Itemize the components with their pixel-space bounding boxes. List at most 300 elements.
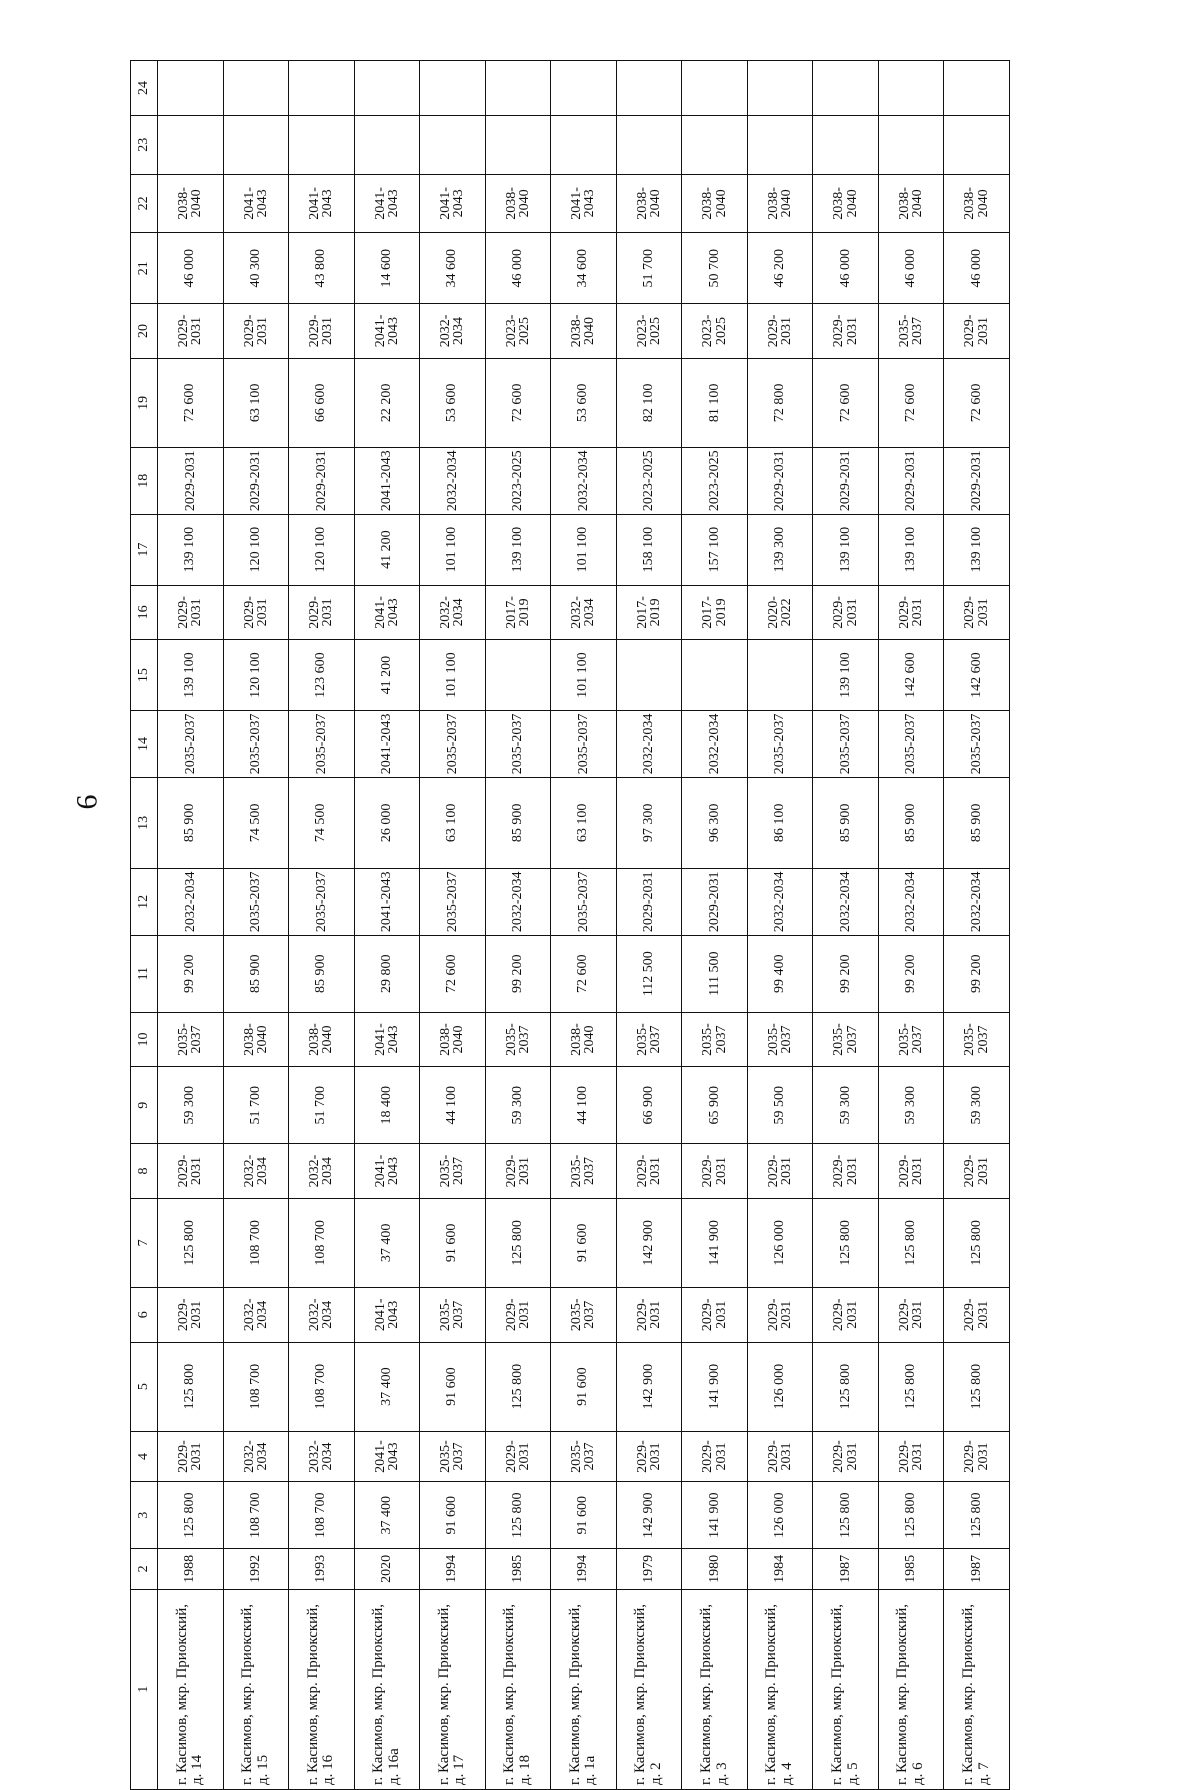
- table-cell: [289, 115, 355, 174]
- table-cell: 125 800: [944, 1198, 1010, 1287]
- table-cell: 139 100: [878, 514, 944, 585]
- column-header: 8: [131, 1144, 158, 1199]
- table-cell: 125 800: [158, 1198, 224, 1287]
- table-cell: 2038-2040: [551, 304, 617, 359]
- table-cell: 2035-2037: [551, 1287, 617, 1342]
- table-cell: 2029-2031: [878, 585, 944, 640]
- table-cell: 37 400: [354, 1198, 420, 1287]
- table-cell: 2038-2040: [747, 174, 813, 233]
- table-row: [158, 61, 224, 1790]
- table-cell: 126 000: [747, 1482, 813, 1549]
- table-cell: 2029-2031: [289, 304, 355, 359]
- table-cell: 72 600: [878, 358, 944, 447]
- table-cell: 51 700: [616, 233, 682, 304]
- table-cell: [813, 61, 879, 116]
- table-cell: 108 700: [223, 1198, 289, 1287]
- table-cell: 2041-2043: [354, 585, 420, 640]
- table-row: [289, 61, 355, 1790]
- header-row: [131, 61, 158, 1790]
- address-cell: г. Касимов, мкр. Приокский, д. 16: [289, 1589, 355, 1789]
- table-cell: 2041-2043: [354, 1012, 420, 1067]
- table-cell: 2038-2040: [289, 1012, 355, 1067]
- column-header: 9: [131, 1067, 158, 1144]
- column-header: 16: [131, 585, 158, 640]
- table-cell: 108 700: [289, 1482, 355, 1549]
- table-cell: 2029-2031: [223, 585, 289, 640]
- table-cell: 142 900: [616, 1342, 682, 1431]
- table-cell: 125 800: [485, 1342, 551, 1431]
- table-cell: [747, 115, 813, 174]
- table-cell: 65 900: [682, 1067, 748, 1144]
- table-cell: 2023-2025: [485, 304, 551, 359]
- table-cell: 2038-2040: [485, 174, 551, 233]
- table-cell: 2038-2040: [813, 174, 879, 233]
- table-cell: 101 100: [420, 640, 486, 711]
- table-cell: 2017-2019: [485, 585, 551, 640]
- table-cell: [682, 115, 748, 174]
- table-cell: 125 800: [944, 1482, 1010, 1549]
- table-cell: 2029-2031: [944, 1144, 1010, 1199]
- table-cell: 46 000: [944, 233, 1010, 304]
- table-cell: 2023-2025: [682, 447, 748, 514]
- table-cell: 139 300: [747, 514, 813, 585]
- table-cell: 142 900: [616, 1198, 682, 1287]
- table-cell: 2032-2034: [420, 585, 486, 640]
- table-cell: 1988: [158, 1549, 224, 1589]
- column-header: 22: [131, 174, 158, 233]
- table-cell: 2029-2031: [878, 1144, 944, 1199]
- table-cell: 2029-2031: [682, 1431, 748, 1482]
- table-cell: 125 800: [878, 1342, 944, 1431]
- table-cell: 2032-2034: [223, 1431, 289, 1482]
- column-header: 19: [131, 358, 158, 447]
- table-cell: 1994: [551, 1549, 617, 1589]
- table-cell: 85 900: [223, 935, 289, 1012]
- table-cell: 2032-2034: [616, 711, 682, 778]
- table-cell: 2041-2043: [354, 174, 420, 233]
- table-cell: [551, 115, 617, 174]
- table-cell: 91 600: [420, 1198, 486, 1287]
- table-cell: [485, 115, 551, 174]
- table-cell: 101 100: [551, 514, 617, 585]
- table-cell: 2038-2040: [682, 174, 748, 233]
- table-cell: 2041-2043: [354, 304, 420, 359]
- table-cell: 2032-2034: [158, 868, 224, 935]
- table-cell: 2023-2025: [682, 304, 748, 359]
- table-cell: 2029-2031: [616, 1431, 682, 1482]
- table-cell: 2029-2031: [682, 1287, 748, 1342]
- table-cell: 2035-2037: [747, 711, 813, 778]
- table-cell: 139 100: [813, 514, 879, 585]
- table-cell: 139 100: [158, 640, 224, 711]
- table-cell: 99 400: [747, 935, 813, 1012]
- table-cell: 2038-2040: [878, 174, 944, 233]
- table-cell: 2038-2040: [944, 174, 1010, 233]
- table-cell: 112 500: [616, 935, 682, 1012]
- table-cell: 46 000: [485, 233, 551, 304]
- table-cell: [223, 61, 289, 116]
- table-cell: 85 900: [878, 777, 944, 868]
- table-cell: 2035-2037: [223, 868, 289, 935]
- table-cell: [485, 61, 551, 116]
- table-cell: 2035-2037: [616, 1012, 682, 1067]
- table-cell: 1985: [878, 1549, 944, 1589]
- address-cell: г. Касимов, мкр. Приокский, д. 5: [813, 1589, 879, 1789]
- table-cell: 126 000: [747, 1342, 813, 1431]
- table-cell: 126 000: [747, 1198, 813, 1287]
- table-cell: 2032-2034: [682, 711, 748, 778]
- table-cell: 2035-2037: [944, 1012, 1010, 1067]
- table-cell: 2035-2037: [551, 711, 617, 778]
- table-cell: 1993: [289, 1549, 355, 1589]
- table-cell: 34 600: [551, 233, 617, 304]
- table-cell: 2032-2034: [223, 1287, 289, 1342]
- column-header: 1: [131, 1589, 158, 1789]
- address-cell: г. Касимов, мкр. Приокский, д. 16а: [354, 1589, 420, 1789]
- table-row: [420, 61, 486, 1790]
- table-cell: 2041-2043: [420, 174, 486, 233]
- column-header: 13: [131, 777, 158, 868]
- table-cell: 2035-2037: [420, 711, 486, 778]
- table-cell: 2029-2031: [944, 1431, 1010, 1482]
- table-cell: [682, 640, 748, 711]
- column-header: 14: [131, 711, 158, 778]
- table-cell: 72 600: [158, 358, 224, 447]
- table-cell: 37 400: [354, 1482, 420, 1549]
- table-cell: 158 100: [616, 514, 682, 585]
- table-cell: [551, 61, 617, 116]
- table-cell: 91 600: [551, 1198, 617, 1287]
- table-cell: 125 800: [944, 1342, 1010, 1431]
- table-cell: 85 900: [813, 777, 879, 868]
- table-cell: 2029-2031: [747, 1431, 813, 1482]
- table-cell: 59 300: [944, 1067, 1010, 1144]
- table-cell: 1987: [944, 1549, 1010, 1589]
- table-cell: 91 600: [420, 1482, 486, 1549]
- table-cell: 2032-2034: [420, 447, 486, 514]
- table-cell: 96 300: [682, 777, 748, 868]
- table-cell: 2029-2031: [944, 1287, 1010, 1342]
- table-cell: 2032-2034: [289, 1144, 355, 1199]
- table-cell: 2032-2034: [747, 868, 813, 935]
- table-cell: 2017-2019: [616, 585, 682, 640]
- table-cell: 111 500: [682, 935, 748, 1012]
- table-row: [747, 61, 813, 1790]
- table-cell: 51 700: [223, 1067, 289, 1144]
- address-cell: г. Касимов, мкр. Приокский, д. 3: [682, 1589, 748, 1789]
- table-cell: 2029-2031: [485, 1287, 551, 1342]
- table-cell: 40 300: [223, 233, 289, 304]
- table-cell: 2041-2043: [354, 868, 420, 935]
- column-header: 17: [131, 514, 158, 585]
- table-cell: 72 600: [813, 358, 879, 447]
- table-cell: 2029-2031: [682, 1144, 748, 1199]
- table-cell: 125 800: [485, 1482, 551, 1549]
- table-cell: 72 800: [747, 358, 813, 447]
- table-cell: 2029-2031: [158, 1431, 224, 1482]
- table-cell: 85 900: [944, 777, 1010, 868]
- table-cell: 120 100: [223, 514, 289, 585]
- table-cell: 66 900: [616, 1067, 682, 1144]
- table-row: [813, 61, 879, 1790]
- table-cell: 2029-2031: [223, 447, 289, 514]
- table-row: [223, 61, 289, 1790]
- table-cell: [878, 115, 944, 174]
- table-cell: 2029-2031: [485, 1144, 551, 1199]
- table-cell: 2029-2031: [158, 585, 224, 640]
- table-cell: 2029-2031: [878, 1287, 944, 1342]
- table-cell: 157 100: [682, 514, 748, 585]
- table-cell: 59 300: [485, 1067, 551, 1144]
- table-cell: 125 800: [813, 1342, 879, 1431]
- table-cell: 99 200: [158, 935, 224, 1012]
- table-cell: 141 900: [682, 1482, 748, 1549]
- address-cell: г. Касимов, мкр. Приокский, д. 15: [223, 1589, 289, 1789]
- table-cell: 2038-2040: [616, 174, 682, 233]
- column-header: 23: [131, 115, 158, 174]
- table-cell: 1980: [682, 1549, 748, 1589]
- table-cell: 2041-2043: [223, 174, 289, 233]
- table-cell: 22 200: [354, 358, 420, 447]
- address-cell: г. Касимов, мкр. Приокский, д. 14: [158, 1589, 224, 1789]
- table-cell: 120 100: [223, 640, 289, 711]
- table-cell: 125 800: [878, 1482, 944, 1549]
- table-cell: 51 700: [289, 1067, 355, 1144]
- table-cell: 63 100: [551, 777, 617, 868]
- table-cell: 85 900: [485, 777, 551, 868]
- table-cell: 123 600: [289, 640, 355, 711]
- table-row: [551, 61, 617, 1790]
- table-cell: 46 000: [813, 233, 879, 304]
- table-cell: [420, 61, 486, 116]
- table-cell: 2035-2037: [551, 1431, 617, 1482]
- table-row: [354, 61, 420, 1790]
- table-cell: 2035-2037: [747, 1012, 813, 1067]
- column-header: 24: [131, 61, 158, 116]
- table-cell: 26 000: [354, 777, 420, 868]
- table-cell: 2035-2037: [420, 868, 486, 935]
- table-cell: 101 100: [420, 514, 486, 585]
- data-table: [130, 60, 1010, 1790]
- table-cell: 2041-2043: [354, 711, 420, 778]
- table-cell: 41 200: [354, 640, 420, 711]
- column-header: 20: [131, 304, 158, 359]
- table-cell: 2035-2037: [878, 711, 944, 778]
- table-cell: 139 100: [944, 514, 1010, 585]
- table-cell: 2029-2031: [158, 304, 224, 359]
- table-cell: [354, 61, 420, 116]
- table-cell: 2029-2031: [747, 447, 813, 514]
- table-cell: 2029-2031: [944, 304, 1010, 359]
- table-cell: 125 800: [813, 1482, 879, 1549]
- table-cell: 99 200: [813, 935, 879, 1012]
- table-cell: 2029-2031: [158, 1287, 224, 1342]
- table-row: [616, 61, 682, 1790]
- table-row: [878, 61, 944, 1790]
- table-cell: [289, 61, 355, 116]
- table-cell: [813, 115, 879, 174]
- column-header: 21: [131, 233, 158, 304]
- table-cell: 139 100: [158, 514, 224, 585]
- table-cell: 2038-2040: [420, 1012, 486, 1067]
- table-cell: 2035-2037: [878, 304, 944, 359]
- table-cell: 99 200: [485, 935, 551, 1012]
- table-cell: 91 600: [551, 1482, 617, 1549]
- table-cell: 2035-2037: [289, 711, 355, 778]
- table-cell: 2035-2037: [813, 1012, 879, 1067]
- table-cell: 91 600: [420, 1342, 486, 1431]
- table-cell: 2029-2031: [813, 1431, 879, 1482]
- table-cell: 2032-2034: [551, 585, 617, 640]
- address-cell: г. Касимов, мкр. Приокский, д. 7: [944, 1589, 1010, 1789]
- table-cell: [747, 61, 813, 116]
- table-cell: 1979: [616, 1549, 682, 1589]
- table-cell: 2035-2037: [682, 1012, 748, 1067]
- table-cell: 2041-2043: [289, 174, 355, 233]
- column-header: 10: [131, 1012, 158, 1067]
- table-cell: 2017-2019: [682, 585, 748, 640]
- column-header: 5: [131, 1342, 158, 1431]
- table-cell: 139 100: [485, 514, 551, 585]
- table-cell: 97 300: [616, 777, 682, 868]
- column-header: 7: [131, 1198, 158, 1287]
- table-cell: [944, 115, 1010, 174]
- table-cell: 59 300: [813, 1067, 879, 1144]
- table-cell: 72 600: [485, 358, 551, 447]
- table-cell: 1984: [747, 1549, 813, 1589]
- table-cell: 99 200: [944, 935, 1010, 1012]
- table-cell: [616, 640, 682, 711]
- address-cell: г. Касимов, мкр. Приокский, д. 1а: [551, 1589, 617, 1789]
- table-cell: 34 600: [420, 233, 486, 304]
- table-cell: 85 900: [158, 777, 224, 868]
- table-cell: [420, 115, 486, 174]
- table-cell: 63 100: [420, 777, 486, 868]
- table-cell: 74 500: [289, 777, 355, 868]
- table-cell: 46 200: [747, 233, 813, 304]
- address-cell: г. Касимов, мкр. Приокский, д. 2: [616, 1589, 682, 1789]
- table-cell: 37 400: [354, 1342, 420, 1431]
- table-cell: 2023-2025: [616, 447, 682, 514]
- table-cell: 2029-2031: [813, 447, 879, 514]
- table-cell: 139 100: [813, 640, 879, 711]
- table-cell: 2029-2031: [813, 1287, 879, 1342]
- table-cell: 2035-2037: [420, 1431, 486, 1482]
- table-cell: 2035-2037: [485, 1012, 551, 1067]
- table-row: [485, 61, 551, 1790]
- table-cell: 125 800: [878, 1198, 944, 1287]
- column-header: 18: [131, 447, 158, 514]
- table-cell: 2041-2043: [354, 1144, 420, 1199]
- table-cell: 1992: [223, 1549, 289, 1589]
- table-cell: 44 100: [551, 1067, 617, 1144]
- table-cell: 2020: [354, 1549, 420, 1589]
- table-cell: 2035-2037: [289, 868, 355, 935]
- table-cell: 2035-2037: [813, 711, 879, 778]
- table-cell: 2020-2022: [747, 585, 813, 640]
- column-header: 6: [131, 1287, 158, 1342]
- table-cell: 2035-2037: [878, 1012, 944, 1067]
- column-header: 2: [131, 1549, 158, 1589]
- address-cell: г. Касимов, мкр. Приокский, д. 6: [878, 1589, 944, 1789]
- table-cell: 29 800: [354, 935, 420, 1012]
- table-cell: 142 600: [878, 640, 944, 711]
- table-body: [158, 61, 1010, 1790]
- table-cell: 82 100: [616, 358, 682, 447]
- table-cell: 72 600: [944, 358, 1010, 447]
- table-cell: 81 100: [682, 358, 748, 447]
- table-cell: 2032-2034: [551, 447, 617, 514]
- address-cell: г. Касимов, мкр. Приокский, д. 4: [747, 1589, 813, 1789]
- table-cell: 2035-2037: [420, 1144, 486, 1199]
- table-cell: 2029-2031: [747, 1287, 813, 1342]
- table-cell: 59 300: [878, 1067, 944, 1144]
- table-cell: 2032-2034: [420, 304, 486, 359]
- table-cell: 2029-2031: [813, 304, 879, 359]
- table-cell: 2029-2031: [158, 447, 224, 514]
- table-cell: [944, 61, 1010, 116]
- table-cell: 141 900: [682, 1198, 748, 1287]
- table-cell: [158, 61, 224, 116]
- table-cell: 59 500: [747, 1067, 813, 1144]
- table-cell: [682, 61, 748, 116]
- table-cell: 108 700: [223, 1342, 289, 1431]
- table-cell: 125 800: [485, 1198, 551, 1287]
- table-cell: 2035-2037: [551, 1144, 617, 1199]
- table-cell: 2032-2034: [289, 1287, 355, 1342]
- table-cell: 99 200: [878, 935, 944, 1012]
- table-cell: 2035-2037: [158, 1012, 224, 1067]
- table-cell: 74 500: [223, 777, 289, 868]
- table-cell: 2032-2034: [289, 1431, 355, 1482]
- table-cell: 1985: [485, 1549, 551, 1589]
- address-cell: г. Касимов, мкр. Приокский, д. 17: [420, 1589, 486, 1789]
- table-cell: 125 800: [158, 1342, 224, 1431]
- table-cell: 2035-2037: [223, 711, 289, 778]
- table-cell: 125 800: [158, 1482, 224, 1549]
- table-cell: 85 900: [289, 935, 355, 1012]
- table-row: [944, 61, 1010, 1790]
- table-cell: 2035-2037: [944, 711, 1010, 778]
- column-header: 15: [131, 640, 158, 711]
- table-cell: 141 900: [682, 1342, 748, 1431]
- table-cell: 91 600: [551, 1342, 617, 1431]
- table-cell: 120 100: [289, 514, 355, 585]
- table-cell: 2029-2031: [878, 1431, 944, 1482]
- table-cell: 86 100: [747, 777, 813, 868]
- table-cell: 2029-2031: [682, 868, 748, 935]
- table-cell: 44 100: [420, 1067, 486, 1144]
- table-cell: 2029-2031: [616, 1287, 682, 1342]
- table-cell: 108 700: [289, 1342, 355, 1431]
- table-cell: 46 000: [158, 233, 224, 304]
- table-cell: 108 700: [289, 1198, 355, 1287]
- table-cell: 59 300: [158, 1067, 224, 1144]
- table-cell: 2032-2034: [878, 868, 944, 935]
- table-cell: 53 600: [420, 358, 486, 447]
- table-cell: 66 600: [289, 358, 355, 447]
- table-row: [682, 61, 748, 1790]
- table-cell: 125 800: [813, 1198, 879, 1287]
- table-cell: 2032-2034: [813, 868, 879, 935]
- table-cell: 2029-2031: [289, 447, 355, 514]
- column-header: 11: [131, 935, 158, 1012]
- table-cell: 2032-2034: [223, 1144, 289, 1199]
- table-cell: 2029-2031: [747, 1144, 813, 1199]
- table-cell: [616, 115, 682, 174]
- table-cell: [223, 115, 289, 174]
- page-number: 6: [70, 794, 104, 810]
